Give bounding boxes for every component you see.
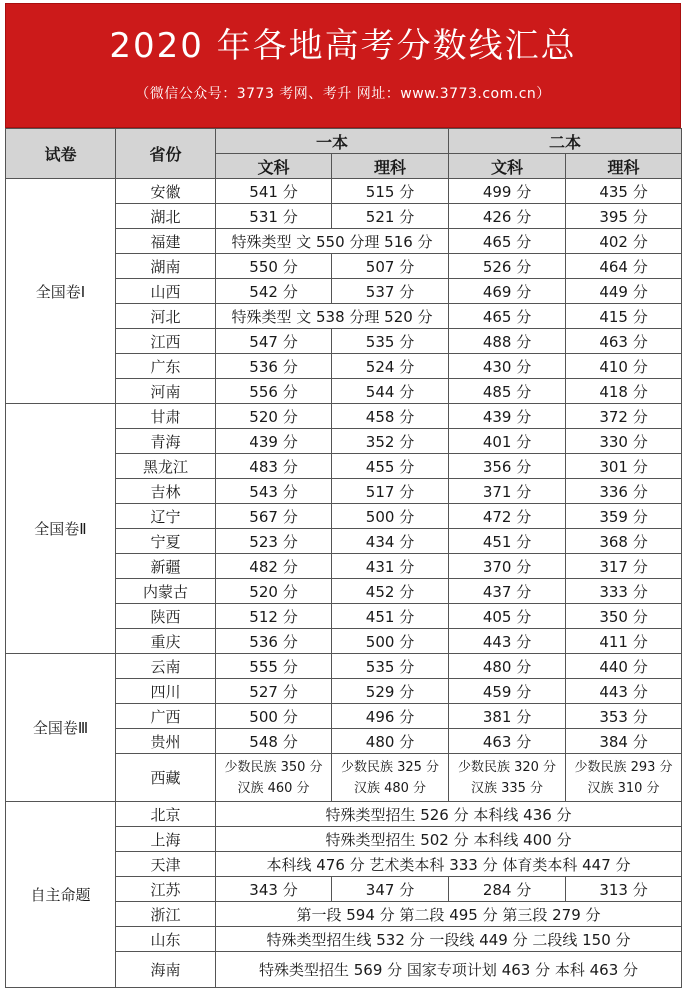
province-cell: 青海	[116, 429, 216, 454]
score-cell: 523 分	[216, 529, 332, 554]
province-cell: 浙江	[116, 902, 216, 927]
score-cell: 535 分	[332, 654, 449, 679]
score-cell: 330 分	[566, 429, 682, 454]
score-cell: 410 分	[566, 354, 682, 379]
special-score-cell: 第一段 594 分 第二段 495 分 第三段 279 分	[216, 902, 682, 927]
score-cell: 431 分	[332, 554, 449, 579]
score-cell: 443 分	[449, 629, 566, 654]
exam-type-cell: 全国卷Ⅲ	[6, 654, 116, 802]
score-cell: 353 分	[566, 704, 682, 729]
score-cell: 465 分	[449, 229, 566, 254]
province-cell: 内蒙古	[116, 579, 216, 604]
score-cell: 458 分	[332, 404, 449, 429]
minority-score: 少数民族 320 分	[457, 759, 557, 775]
score-cell: 395 分	[566, 204, 682, 229]
special-score-cell: 特殊类型招生 502 分 本科线 400 分	[216, 827, 682, 852]
score-cell: 485 分	[449, 379, 566, 404]
minority-score: 少数民族 325 分	[340, 759, 440, 775]
province-cell: 湖北	[116, 204, 216, 229]
province-cell: 天津	[116, 852, 216, 877]
table-row	[6, 404, 682, 429]
score-cell: 405 分	[449, 604, 566, 629]
header-province: 省份	[116, 129, 216, 179]
score-cell: 356 分	[449, 454, 566, 479]
table-row	[6, 802, 682, 827]
score-cell: 437 分	[449, 579, 566, 604]
score-cell: 426 分	[449, 204, 566, 229]
score-cell: 527 分	[216, 679, 332, 704]
score-cell: 550 分	[216, 254, 332, 279]
score-cell: 451 分	[332, 604, 449, 629]
score-cell: 469 分	[449, 279, 566, 304]
score-cell: 537 分	[332, 279, 449, 304]
province-cell: 山西	[116, 279, 216, 304]
score-cell: 411 分	[566, 629, 682, 654]
score-cell	[566, 754, 682, 802]
score-cell: 455 分	[332, 454, 449, 479]
score-cell: 343 分	[216, 877, 332, 902]
score-cell: 347 分	[332, 877, 449, 902]
header-tier-one-wenke: 文科	[216, 154, 332, 179]
score-cell: 459 分	[449, 679, 566, 704]
province-cell: 贵州	[116, 729, 216, 754]
province-cell: 四川	[116, 679, 216, 704]
exam-type-cell: 全国卷Ⅱ	[6, 404, 116, 654]
score-cell: 372 分	[566, 404, 682, 429]
province-cell: 广西	[116, 704, 216, 729]
score-cell: 301 分	[566, 454, 682, 479]
score-cell: 449 分	[566, 279, 682, 304]
score-cell: 541 分	[216, 179, 332, 204]
score-cell: 284 分	[449, 877, 566, 902]
table-row	[6, 179, 682, 204]
score-cell: 451 分	[449, 529, 566, 554]
province-cell: 黑龙江	[116, 454, 216, 479]
special-score-cell: 特殊类型招生 569 分 国家专项计划 463 分 本科 463 分	[216, 952, 682, 988]
special-score-cell: 特殊类型招生 526 分 本科线 436 分	[216, 802, 682, 827]
province-cell: 安徽	[116, 179, 216, 204]
province-cell: 河南	[116, 379, 216, 404]
score-cell: 500 分	[332, 504, 449, 529]
score-table-body	[6, 179, 682, 988]
score-cell: 465 分	[449, 304, 566, 329]
score-cell: 531 分	[216, 204, 332, 229]
score-cell: 401 分	[449, 429, 566, 454]
minority-score: 少数民族 293 分	[574, 759, 673, 775]
score-cell: 521 分	[332, 204, 449, 229]
province-cell: 山东	[116, 927, 216, 952]
score-cell: 439 分	[449, 404, 566, 429]
province-cell: 福建	[116, 229, 216, 254]
score-cell: 517 分	[332, 479, 449, 504]
score-cell: 435 分	[566, 179, 682, 204]
score-cell: 317 分	[566, 554, 682, 579]
province-cell: 云南	[116, 654, 216, 679]
score-cell: 500 分	[332, 629, 449, 654]
exam-type-cell: 全国卷Ⅰ	[6, 179, 116, 404]
header-tier-two-like: 理科	[566, 154, 682, 179]
score-cell: 371 分	[449, 479, 566, 504]
score-cell: 512 分	[216, 604, 332, 629]
province-cell: 湖南	[116, 254, 216, 279]
score-cell: 402 分	[566, 229, 682, 254]
score-cell: 544 分	[332, 379, 449, 404]
han-score: 汉族 335 分	[470, 780, 544, 796]
special-score-cell: 本科线 476 分 艺术类本科 333 分 体育类本科 447 分	[216, 852, 682, 877]
score-cell: 488 分	[449, 329, 566, 354]
score-cell: 556 分	[216, 379, 332, 404]
exam-type-cell: 自主命题	[6, 802, 116, 988]
score-cell: 434 分	[332, 529, 449, 554]
score-cell: 350 分	[566, 604, 682, 629]
score-cell: 463 分	[449, 729, 566, 754]
province-cell: 广东	[116, 354, 216, 379]
score-cell: 543 分	[216, 479, 332, 504]
score-cell: 313 分	[566, 877, 682, 902]
score-cell: 567 分	[216, 504, 332, 529]
header-tier-one-like: 理科	[332, 154, 449, 179]
han-score: 汉族 310 分	[587, 780, 660, 796]
score-cell: 370 分	[449, 554, 566, 579]
score-cell	[332, 754, 449, 802]
score-cell: 529 分	[332, 679, 449, 704]
score-cell: 359 分	[566, 504, 682, 529]
score-cell: 415 分	[566, 304, 682, 329]
score-cell: 483 分	[216, 454, 332, 479]
score-cell: 480 分	[449, 654, 566, 679]
header-tier-one: 一本	[216, 129, 449, 154]
province-cell: 北京	[116, 802, 216, 827]
score-cell: 430 分	[449, 354, 566, 379]
score-cell: 352 分	[332, 429, 449, 454]
province-cell: 辽宁	[116, 504, 216, 529]
score-cell: 499 分	[449, 179, 566, 204]
special-score-cell: 特殊类型 文 550 分理 516 分	[216, 229, 449, 254]
title-banner	[5, 3, 681, 128]
table-row	[6, 654, 682, 679]
province-cell: 江西	[116, 329, 216, 354]
score-cell	[216, 754, 332, 802]
province-cell: 甘肃	[116, 404, 216, 429]
score-cell: 480 分	[332, 729, 449, 754]
score-cell: 439 分	[216, 429, 332, 454]
province-cell: 江苏	[116, 877, 216, 902]
score-cell: 418 分	[566, 379, 682, 404]
province-cell: 海南	[116, 952, 216, 988]
score-cell: 547 分	[216, 329, 332, 354]
score-cell: 443 分	[566, 679, 682, 704]
province-cell: 宁夏	[116, 529, 216, 554]
special-score-cell: 特殊类型 文 538 分理 520 分	[216, 304, 449, 329]
page-subtitle: （微信公众号：3773 考网、考升 网址：www.3773.com.cn）	[135, 86, 551, 102]
page-title: 2020 年各地高考分数线汇总	[109, 26, 577, 66]
han-score: 汉族 480 分	[353, 780, 427, 796]
score-cell: 535 分	[332, 329, 449, 354]
province-cell: 重庆	[116, 629, 216, 654]
score-cell: 526 分	[449, 254, 566, 279]
score-cell: 464 分	[566, 254, 682, 279]
province-cell: 西藏	[116, 754, 216, 802]
score-cell: 536 分	[216, 354, 332, 379]
score-cell: 384 分	[566, 729, 682, 754]
province-cell: 河北	[116, 304, 216, 329]
province-cell: 新疆	[116, 554, 216, 579]
header-tier-two-wenke: 文科	[449, 154, 566, 179]
score-cell: 500 分	[216, 704, 332, 729]
score-table	[5, 128, 682, 988]
han-score: 汉族 460 分	[237, 780, 310, 796]
province-cell: 吉林	[116, 479, 216, 504]
score-cell: 381 分	[449, 704, 566, 729]
header-exam: 试卷	[6, 129, 116, 179]
score-cell: 472 分	[449, 504, 566, 529]
score-cell: 515 分	[332, 179, 449, 204]
score-cell: 555 分	[216, 654, 332, 679]
score-cell: 524 分	[332, 354, 449, 379]
score-cell: 542 分	[216, 279, 332, 304]
score-cell: 440 分	[566, 654, 682, 679]
score-cell	[449, 754, 566, 802]
score-cell: 463 分	[566, 329, 682, 354]
score-cell: 333 分	[566, 579, 682, 604]
score-cell: 336 分	[566, 479, 682, 504]
special-score-cell: 特殊类型招生线 532 分 一段线 449 分 二段线 150 分	[216, 927, 682, 952]
minority-score: 少数民族 350 分	[224, 759, 323, 775]
score-cell: 368 分	[566, 529, 682, 554]
score-cell: 452 分	[332, 579, 449, 604]
score-cell: 548 分	[216, 729, 332, 754]
score-cell: 536 分	[216, 629, 332, 654]
province-cell: 陕西	[116, 604, 216, 629]
header-tier-two: 二本	[449, 129, 682, 154]
score-cell: 482 分	[216, 554, 332, 579]
score-cell: 507 分	[332, 254, 449, 279]
score-cell: 520 分	[216, 579, 332, 604]
score-cell: 520 分	[216, 404, 332, 429]
score-cell: 496 分	[332, 704, 449, 729]
province-cell: 上海	[116, 827, 216, 852]
